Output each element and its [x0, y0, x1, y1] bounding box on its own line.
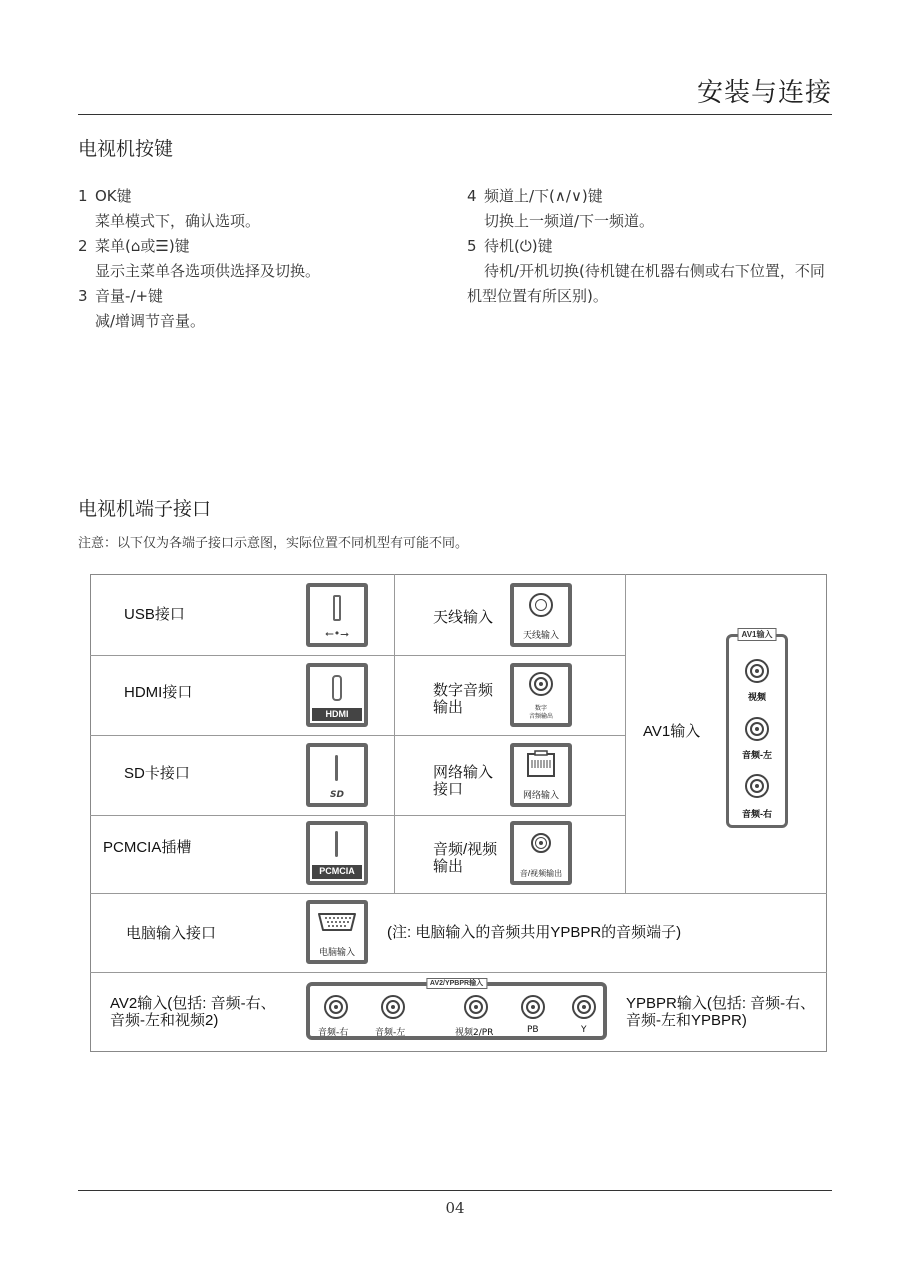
- av2-caption-y: Y: [581, 1025, 587, 1035]
- av2-audio-right-socket-icon: [324, 995, 348, 1019]
- pcmcia-logo: PCMCIA: [312, 865, 362, 879]
- optical-caption-l1: 数字: [534, 706, 547, 712]
- av2-tag: AV2/YPBPR输入: [426, 978, 487, 989]
- keys-list-left: [78, 184, 438, 334]
- av1-video-socket-icon: [745, 659, 769, 683]
- table-grid-line: [90, 735, 625, 736]
- keys-section-title: 电视机按键: [78, 138, 174, 160]
- av2-ypbpr-panel: [306, 982, 607, 1040]
- key-name: 待机(⏻)键: [484, 237, 553, 255]
- av2-caption-pb: PB: [527, 1025, 539, 1035]
- key-desc: 减/增调节音量。: [95, 312, 206, 330]
- ypbpr-label: YPBPR输入(包括: 音频-右、 音频-左和YPBPR): [626, 995, 816, 1029]
- key-item: 5 待机(⏻)键: [467, 237, 553, 255]
- av1-label: AV1输入: [643, 723, 701, 740]
- sd-label: SD卡接口: [124, 765, 190, 782]
- vga-socket-icon: [310, 908, 364, 940]
- network-caption: 网络输入: [522, 790, 559, 800]
- key-item: 2 菜单(⌂或☰)键: [78, 237, 190, 255]
- key-desc: 切换上一频道/下一频道。: [484, 212, 655, 230]
- usb-icon: ⭠•⭢: [324, 627, 350, 640]
- table-grid-line: [625, 574, 626, 893]
- header-divider: [78, 114, 832, 115]
- optical-port: [510, 663, 572, 727]
- table-grid-line: [394, 574, 395, 893]
- table-grid-line: [90, 893, 827, 894]
- vga-port: [306, 900, 368, 964]
- key-item: 4 频道上/下(∧/∨)键: [467, 187, 603, 205]
- antenna-port: [510, 583, 572, 647]
- pcmcia-slot: [335, 831, 338, 857]
- key-name: OK键: [95, 187, 132, 205]
- av-out-port: [510, 821, 572, 885]
- pcmcia-port: [306, 821, 368, 885]
- key-desc: 菜单模式下，确认选项。: [95, 212, 261, 230]
- antenna-caption: 天线输入: [522, 630, 559, 640]
- table-grid-line: [90, 972, 827, 973]
- sd-slot: [335, 755, 338, 781]
- optical-socket-icon: [529, 672, 553, 696]
- network-label: 网络输入 接口: [433, 764, 494, 798]
- vga-note: (注: 电脑输入的音频共用YPBPR的音频端子): [387, 924, 682, 941]
- sd-port: [306, 743, 368, 807]
- usb-label: USB接口: [124, 606, 185, 623]
- av1-caption-audio-right: 音频-右: [742, 809, 772, 819]
- av-out-caption: 音/视频输出: [519, 869, 563, 878]
- network-port: [510, 743, 572, 807]
- key-desc: 显示主菜单各选项供选择及切换。: [95, 262, 321, 280]
- key-item: 1 OK键: [78, 187, 132, 205]
- av2-caption-video-pr: 视频2/PR: [455, 1028, 494, 1038]
- av2-audio-left-socket-icon: [381, 995, 405, 1019]
- av2-caption-audio-left: 音频-左: [375, 1028, 406, 1038]
- antenna-socket-icon: [529, 593, 553, 617]
- antenna-label: 天线输入: [433, 609, 494, 626]
- optical-label: 数字音频 输出: [433, 682, 494, 716]
- vga-label: 电脑输入接口: [126, 925, 217, 942]
- hdmi-port: [306, 663, 368, 727]
- av1-caption-audio-left: 音频-左: [742, 750, 772, 760]
- av1-panel: [726, 630, 788, 828]
- hdmi-logo: HDMI: [312, 708, 362, 721]
- key-name: 音量-/+键: [95, 287, 164, 305]
- page-number: 04: [445, 1199, 465, 1217]
- keys-list-right: [467, 184, 833, 309]
- key-name: 菜单(⌂或☰)键: [95, 237, 190, 255]
- ports-note: 注意：以下仅为各端子接口示意图，实际位置不同机型有可能不同。: [78, 536, 469, 551]
- ethernet-socket-icon: [514, 750, 568, 782]
- key-name: 频道上/下(∧/∨)键: [484, 187, 603, 205]
- av1-audio-left-socket-icon: [745, 717, 769, 741]
- pcmcia-label: PCMCIA插槽: [103, 839, 192, 856]
- av1-audio-right-socket-icon: [745, 774, 769, 798]
- optical-caption-l2: 音频输出: [528, 714, 553, 720]
- table-grid-line: [90, 815, 625, 816]
- av2-label: AV2输入(包括: 音频-右、 音频-左和视频2): [110, 995, 276, 1029]
- ports-section-title: 电视机端子接口: [78, 498, 212, 520]
- vga-caption: 电脑输入: [318, 947, 355, 957]
- av1-tag: AV1输入: [738, 628, 777, 641]
- av1-caption-video: 视频: [747, 692, 766, 702]
- av2-caption-audio-right: 音频-右: [318, 1028, 349, 1038]
- av2-video-pr-socket-icon: [464, 995, 488, 1019]
- av-out-label: 音频/视频 输出: [433, 841, 498, 875]
- usb-slot: [333, 595, 341, 621]
- av2-y-socket-icon: [572, 995, 596, 1019]
- hdmi-slot: [332, 675, 342, 701]
- sd-logo: SD: [330, 790, 344, 800]
- footer-divider: [78, 1190, 832, 1191]
- key-item: 3 音量-/+键: [78, 287, 164, 305]
- hdmi-label: HDMI接口: [124, 684, 193, 701]
- av-out-socket-icon: [531, 833, 551, 853]
- table-grid-line: [90, 655, 625, 656]
- page-header-title: 安装与连接: [696, 78, 832, 108]
- usb-port: [306, 583, 368, 647]
- av2-pb-socket-icon: [521, 995, 545, 1019]
- key-desc: 待机/开机切换(待机键在机器右侧或右下位置，不同机型位置有所区别)。: [467, 262, 825, 305]
